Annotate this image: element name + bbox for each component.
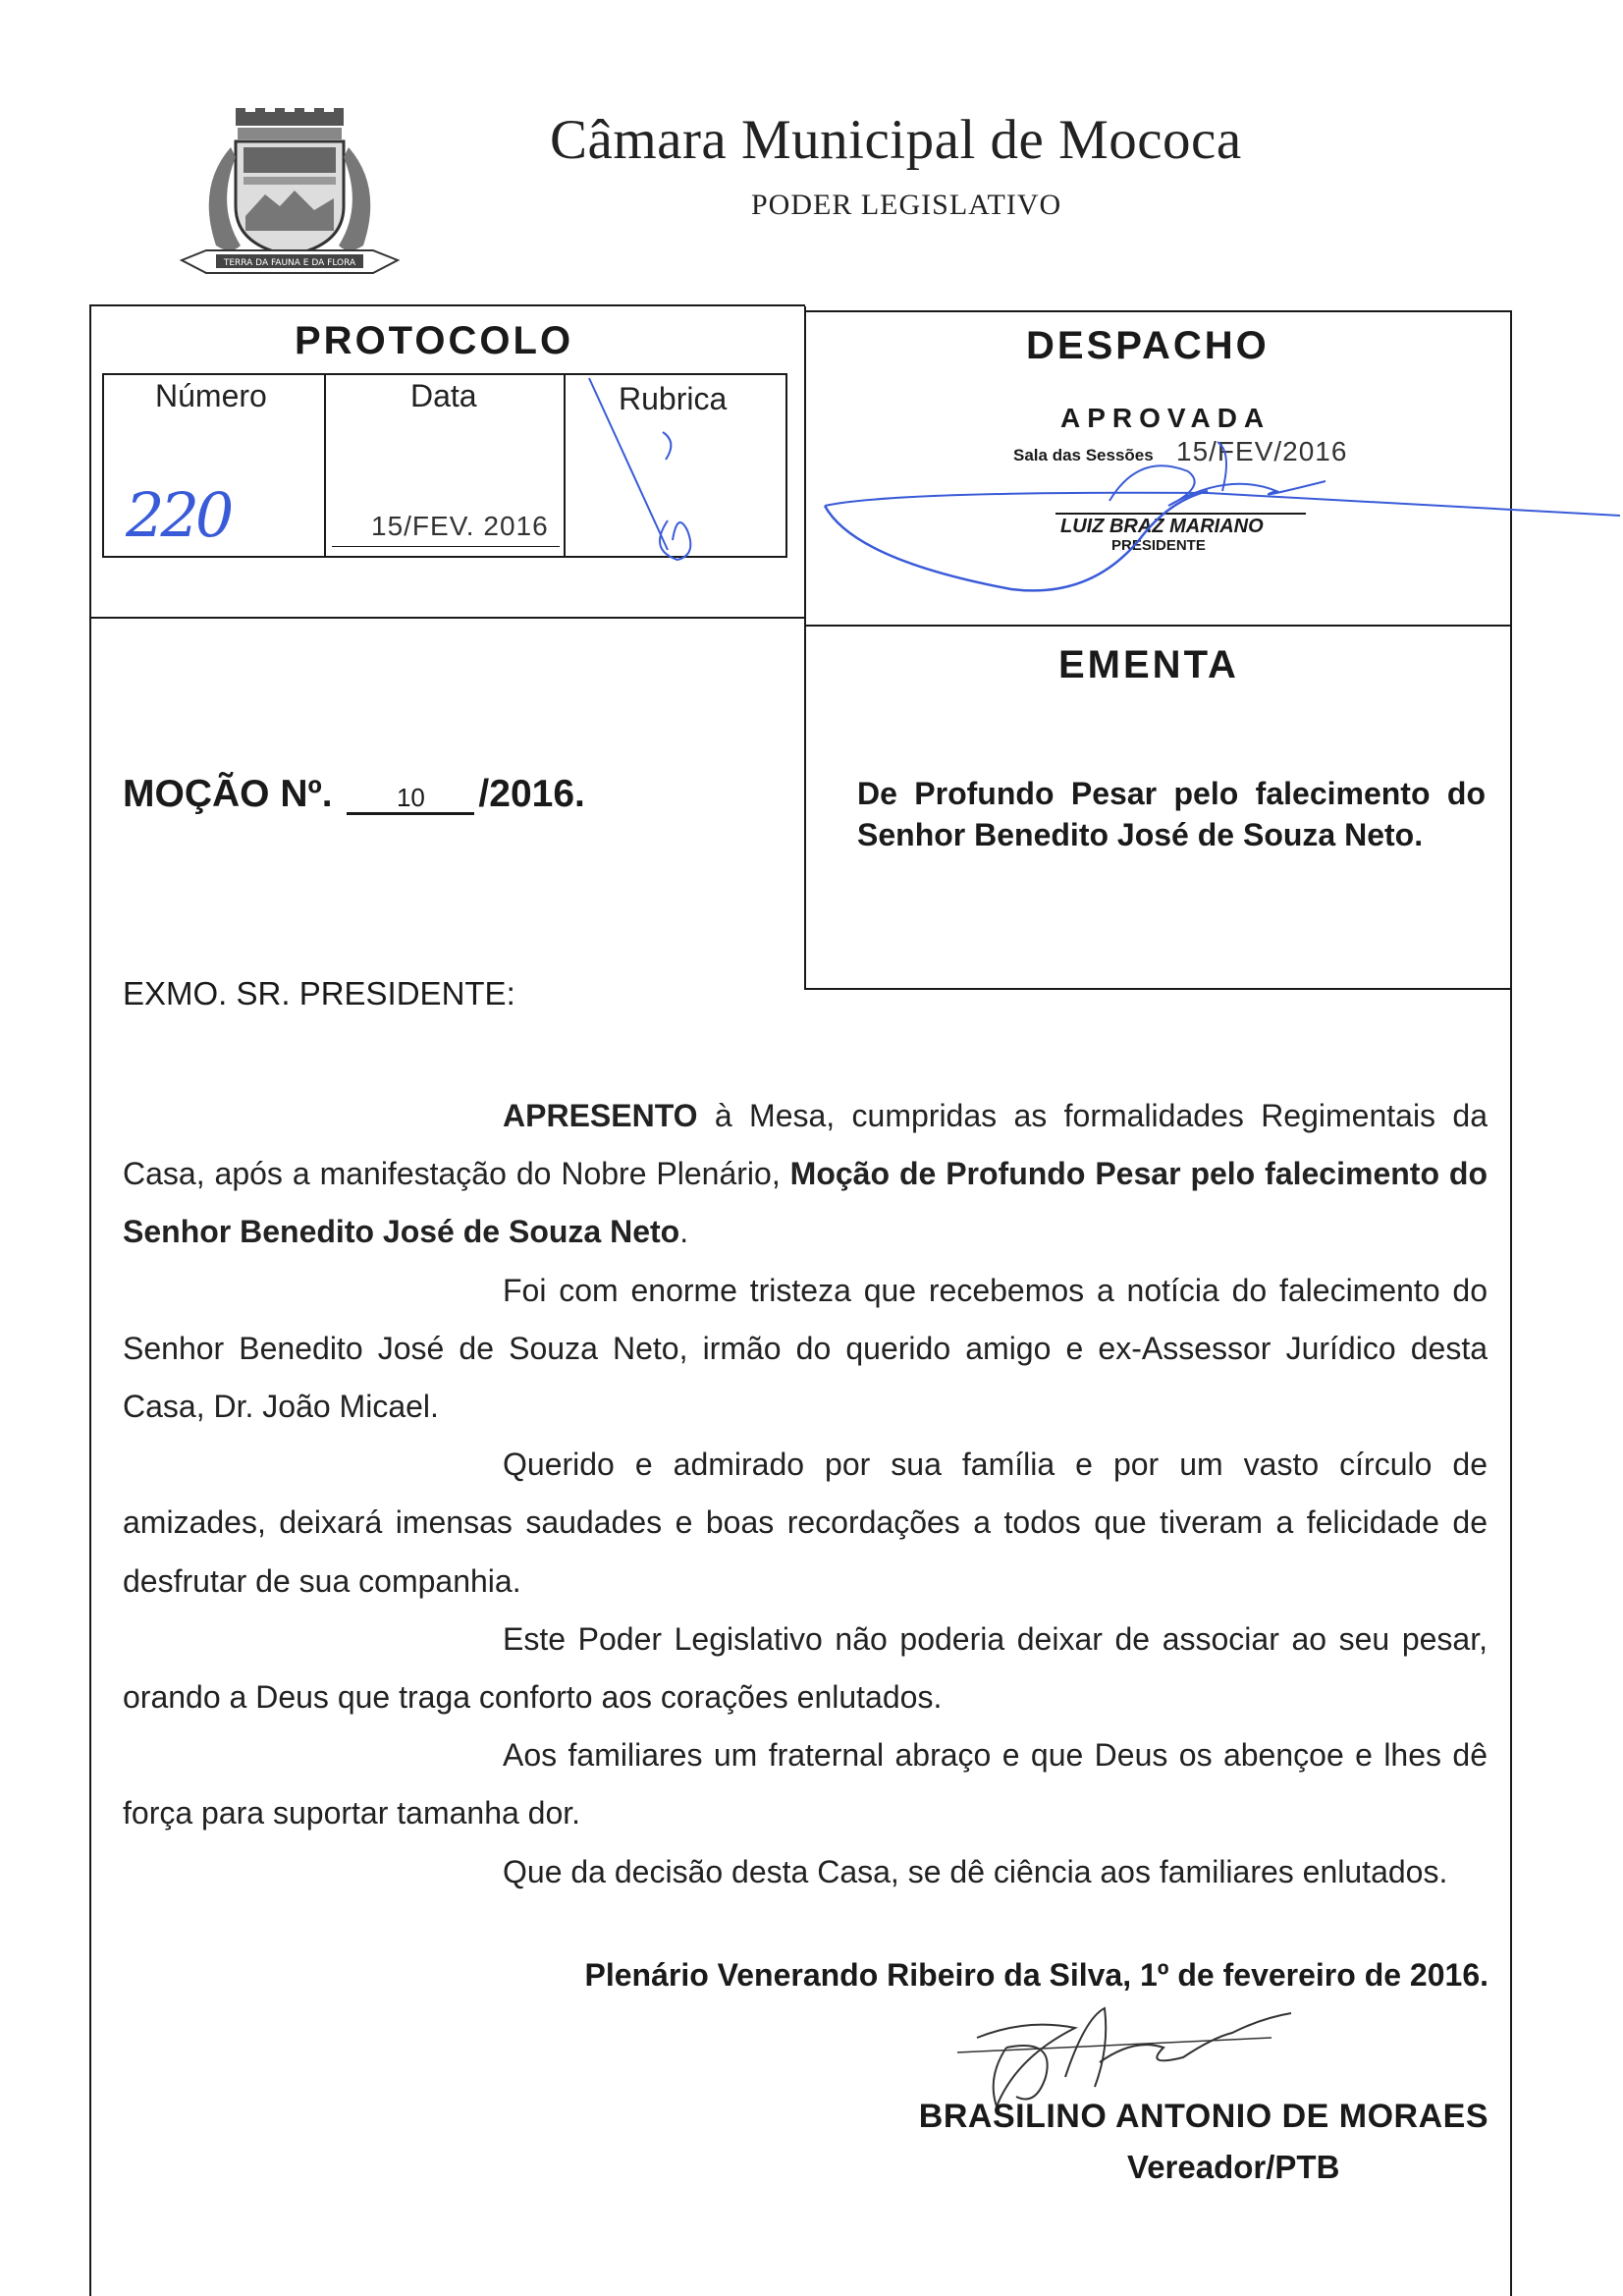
president-signature-icon	[815, 412, 1620, 609]
signer-name: BRASILINO ANTONIO DE MORAES	[918, 2098, 1488, 2135]
protocol-table-sep2	[564, 373, 566, 558]
summary-text: De Profundo Pesar pelo falecimento do Senhor Benedito José de Souza Neto.	[857, 776, 1486, 852]
frame-ementa-bottom	[805, 988, 1512, 990]
approval-stamp-date: 15/FEV/2016	[1176, 436, 1348, 466]
frame-top-left	[90, 304, 805, 306]
body-paragraph-2: Foi com enorme tristeza que recebemos a notícia do falecimento do Senhor Benedito José de Souza Neto, irmão do querido amigo e ex-Assessor Jurídico desta Casa, Dr. João Micael.	[123, 1272, 1488, 1425]
approval-stamp-status: APROVADA	[1060, 403, 1271, 433]
approval-stamp-president-name: LUIZ BRAZ MARIANO	[1060, 516, 1264, 537]
body-p1-text: à Mesa, cumpridas as formalidades Regimentais da Casa, após a manifestação do Nobre Plenário,	[123, 1098, 1488, 1192]
salutation: EXMO. SR. PRESIDENTE:	[123, 975, 515, 1011]
organization-name: Câmara Municipal de Mococa	[550, 109, 1242, 171]
body-paragraph-5: Aos familiares um fraternal abraço e que Deus os abençoe e lhes dê força para suportar tamanha dor.	[123, 1737, 1488, 1831]
frame-top-right	[805, 310, 1512, 312]
protocol-table-sep1	[324, 373, 326, 558]
rubric-initials-icon	[579, 373, 756, 570]
frame-divider-left	[90, 617, 805, 619]
protocol-rubric-label: Rubrica	[619, 381, 728, 416]
crest-banner-text: TERRA DA FAUNA E DA FLORA	[223, 258, 356, 268]
motion-prefix: MOÇÃO Nº.	[123, 773, 333, 815]
municipal-coat-of-arms-icon	[177, 108, 403, 275]
protocol-table-right	[785, 373, 787, 558]
body-paragraph-6: Que da decisão desta Casa, se dê ciência aos familiares enlutados.	[503, 1853, 1448, 1889]
body-p1-end: .	[679, 1214, 689, 1250]
frame-middle	[804, 306, 806, 990]
body-paragraph-3: Querido e admirado por sua família e por um vasto círculo de amizades, deixará imensas saudades e boas recordações a todos que tiveram a felicidade de desfrutar de sua companhia.	[123, 1447, 1488, 1599]
motion-year: /2016.	[478, 773, 585, 815]
protocol-number-value: 220	[126, 479, 231, 551]
dispatch-title: DESPACHO	[1026, 324, 1270, 367]
body-p1-bold2: Moção de Profundo Pesar pelo falecimento do Senhor Benedito José de Souza Neto	[123, 1156, 1488, 1250]
summary-title: EMENTA	[1058, 643, 1239, 686]
motion-number: 10	[347, 783, 474, 815]
protocol-date-value: 15/FEV. 2016	[371, 511, 549, 541]
approval-stamp-session-label: Sala das Sessões	[1013, 446, 1154, 465]
frame-divider-right	[805, 625, 1512, 627]
protocol-table-left	[102, 373, 104, 558]
protocol-number-label: Número	[155, 378, 267, 413]
body-p1-bold: APRESENTO	[503, 1098, 698, 1133]
protocol-date-underline	[332, 546, 560, 547]
organization-subtitle: PODER LEGISLATIVO	[751, 189, 1062, 221]
protocol-date-label: Data	[410, 378, 477, 413]
motion-number-heading	[123, 773, 585, 816]
signer-role: Vereador/PTB	[1127, 2149, 1340, 2185]
approval-stamp-president-role: PRESIDENTE	[1111, 537, 1206, 554]
body-paragraph-1	[123, 1087, 1488, 1262]
motion-body	[123, 1087, 1488, 1901]
frame-left	[89, 304, 91, 2296]
body-paragraph-4: Este Poder Legislativo não poderia deixar de associar ao seu pesar, orando a Deus que traga conforto aos corações enlutados.	[123, 1620, 1488, 1716]
closing-place-date: Plenário Venerando Ribeiro da Silva, 1º de fevereiro de 2016.	[584, 1957, 1488, 1993]
protocol-title: PROTOCOLO	[295, 319, 574, 362]
